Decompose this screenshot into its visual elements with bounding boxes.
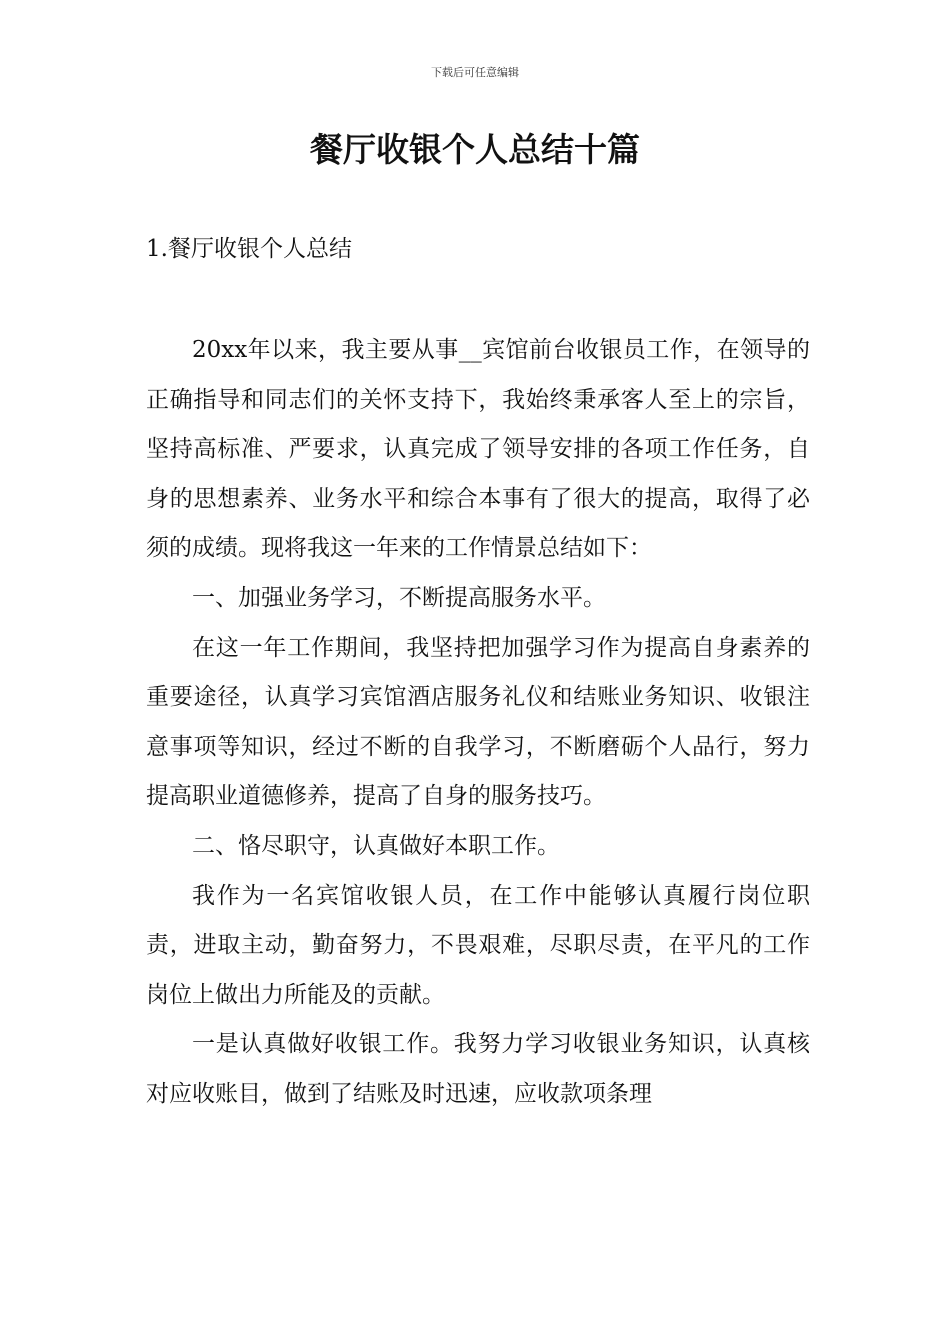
paragraph-cashier: 一是认真做好收银工作。我努力学习收银业务知识，认真核对应收账目，做到了结账及时迅速，应收款项条理 (146, 1031, 810, 1107)
page-header-note: 下载后可任意编辑 (431, 66, 519, 79)
document-body (146, 326, 810, 1120)
paragraph-heading-1: 一、加强业务学习，不断提高服务水平。 (192, 584, 606, 611)
paragraph-duty: 我作为一名宾馆收银人员，在工作中能够认真履行岗位职责，进取主动，勤奋努力，不畏艰难，尽职尽责，在平凡的工作岗位上做出力所能及的贡献。 (146, 882, 810, 1008)
section-heading: 1.餐厅收银个人总结 (146, 236, 352, 262)
paragraph-study: 在这一年工作期间，我坚持把加强学习作为提高自身素养的重要途径，认真学习宾馆酒店服务礼仪和结账业务知识、收银注意事项等知识，经过不断的自我学习，不断磨砺个人品行，努力提高职业道德修养，提高了自身的服务技巧。 (146, 634, 810, 810)
document-title: 餐厅收银个人总结十篇 (310, 130, 640, 169)
paragraph-heading-2: 二、恪尽职守，认真做好本职工作。 (192, 832, 560, 859)
paragraph-intro: 20xx年以来，我主要从事__宾馆前台收银员工作，在领导的正确指导和同志们的关怀支持下，我始终秉承客人至上的宗旨，坚持高标准、严要求，认真完成了领导安排的各项工作任务，自身的思想素养、业务水平和综合本事有了很大的提高，取得了必须的成绩。现将我这一年来的工作情景总结如下： (146, 337, 810, 562)
